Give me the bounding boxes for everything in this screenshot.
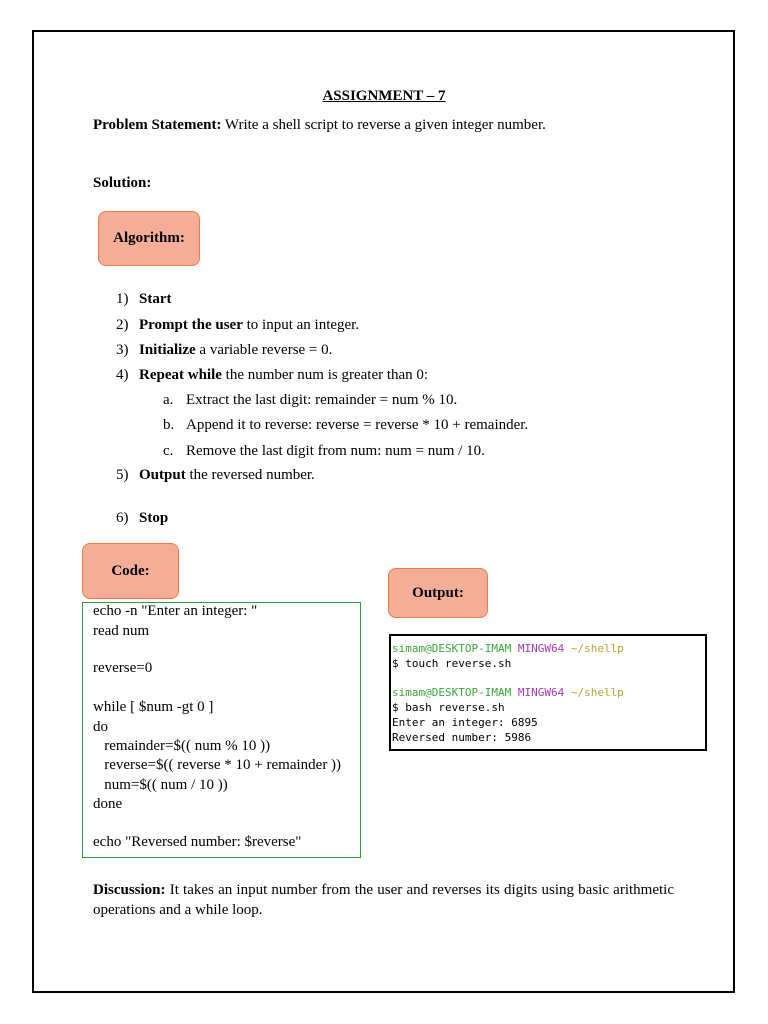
- output-label-box: [388, 568, 488, 618]
- code-line: read num: [93, 623, 150, 639]
- step-number: 6): [116, 510, 129, 526]
- terminal-path: ~/shellp: [570, 642, 624, 655]
- step-keyword: Prompt the user: [139, 317, 243, 333]
- step-keyword: Repeat while: [139, 367, 222, 383]
- step-number: 4): [116, 367, 129, 383]
- substep-letter: c.: [163, 443, 174, 459]
- step-item: [139, 367, 428, 384]
- terminal-env: MINGW64: [517, 686, 565, 699]
- terminal-path: ~/shellp: [570, 686, 624, 699]
- solution-label: Solution:: [93, 175, 152, 191]
- step-item: [139, 467, 315, 484]
- assignment-title: ASSIGNMENT – 7: [322, 88, 446, 104]
- step-desc: the number num is greater than 0:: [221, 367, 429, 383]
- step-number: 5): [116, 467, 129, 483]
- code-line: done: [93, 796, 123, 812]
- code-label: Code:: [111, 562, 150, 579]
- code-label-box: [82, 543, 179, 599]
- substep-item: Remove the last digit from num: num = num / 10.: [186, 443, 485, 459]
- step-item: [139, 510, 168, 527]
- step-number: 3): [116, 342, 129, 358]
- step-item: [139, 342, 332, 359]
- substep-item: Extract the last digit: remainder = num % 10.: [186, 392, 458, 408]
- step-desc: to input an integer.: [242, 317, 360, 333]
- terminal-env: MINGW64: [517, 642, 565, 655]
- code-line: echo "Reversed number: $reverse": [93, 834, 302, 850]
- terminal-output-screenshot: [389, 634, 707, 751]
- terminal-command: $ bash reverse.sh: [392, 701, 505, 714]
- problem-label: Problem Statement:: [93, 117, 222, 133]
- problem-statement: [93, 117, 546, 134]
- step-desc: the reversed number.: [185, 467, 315, 483]
- code-line: remainder=$(( num % 10 )): [93, 738, 271, 754]
- terminal-user-host: simam@DESKTOP-IMAM: [392, 686, 512, 699]
- code-line: reverse=$(( reverse * 10 + remainder )): [93, 757, 342, 773]
- step-item: [139, 317, 359, 334]
- output-label: Output:: [412, 584, 464, 601]
- code-line: reverse=0: [93, 660, 153, 676]
- algorithm-label: Algorithm:: [113, 230, 185, 246]
- code-block: [82, 602, 361, 858]
- terminal-output-line: Reversed number: 5986: [392, 731, 532, 744]
- terminal-command: $ touch reverse.sh: [392, 657, 512, 670]
- code-line: echo -n "Enter an integer: ": [93, 603, 258, 619]
- step-number: 1): [116, 291, 129, 307]
- step-number: 2): [116, 317, 129, 333]
- step-keyword: Initialize: [139, 342, 196, 358]
- discussion: [93, 880, 674, 920]
- step-keyword: Stop: [139, 510, 169, 526]
- code-line: num=$(( num / 10 )): [93, 777, 228, 793]
- step-keyword: Start: [139, 291, 172, 307]
- code-line: while [ $num -gt 0 ]: [93, 699, 214, 715]
- discussion-label: Discussion:: [93, 882, 166, 898]
- terminal-user-host: simam@DESKTOP-IMAM: [392, 642, 512, 655]
- substep-letter: a.: [163, 392, 174, 408]
- terminal-prompt: [392, 686, 624, 699]
- substep-item: Append it to reverse: reverse = reverse * 10 + remainder.: [186, 417, 529, 433]
- code-line: do: [93, 719, 108, 735]
- discussion-text: It takes an input number from the user and reverses its digits using basic arithmetic operations and a while loop.: [93, 882, 674, 918]
- step-desc: a variable reverse = 0.: [195, 342, 333, 358]
- step-item: [139, 291, 172, 308]
- problem-text: Write a shell script to reverse a given integer number.: [221, 117, 546, 133]
- step-keyword: Output: [139, 467, 186, 483]
- terminal-output-line: Enter an integer: 6895: [392, 716, 538, 729]
- substep-letter: b.: [163, 417, 175, 433]
- terminal-prompt: [392, 642, 624, 655]
- algorithm-label-box: [98, 211, 200, 266]
